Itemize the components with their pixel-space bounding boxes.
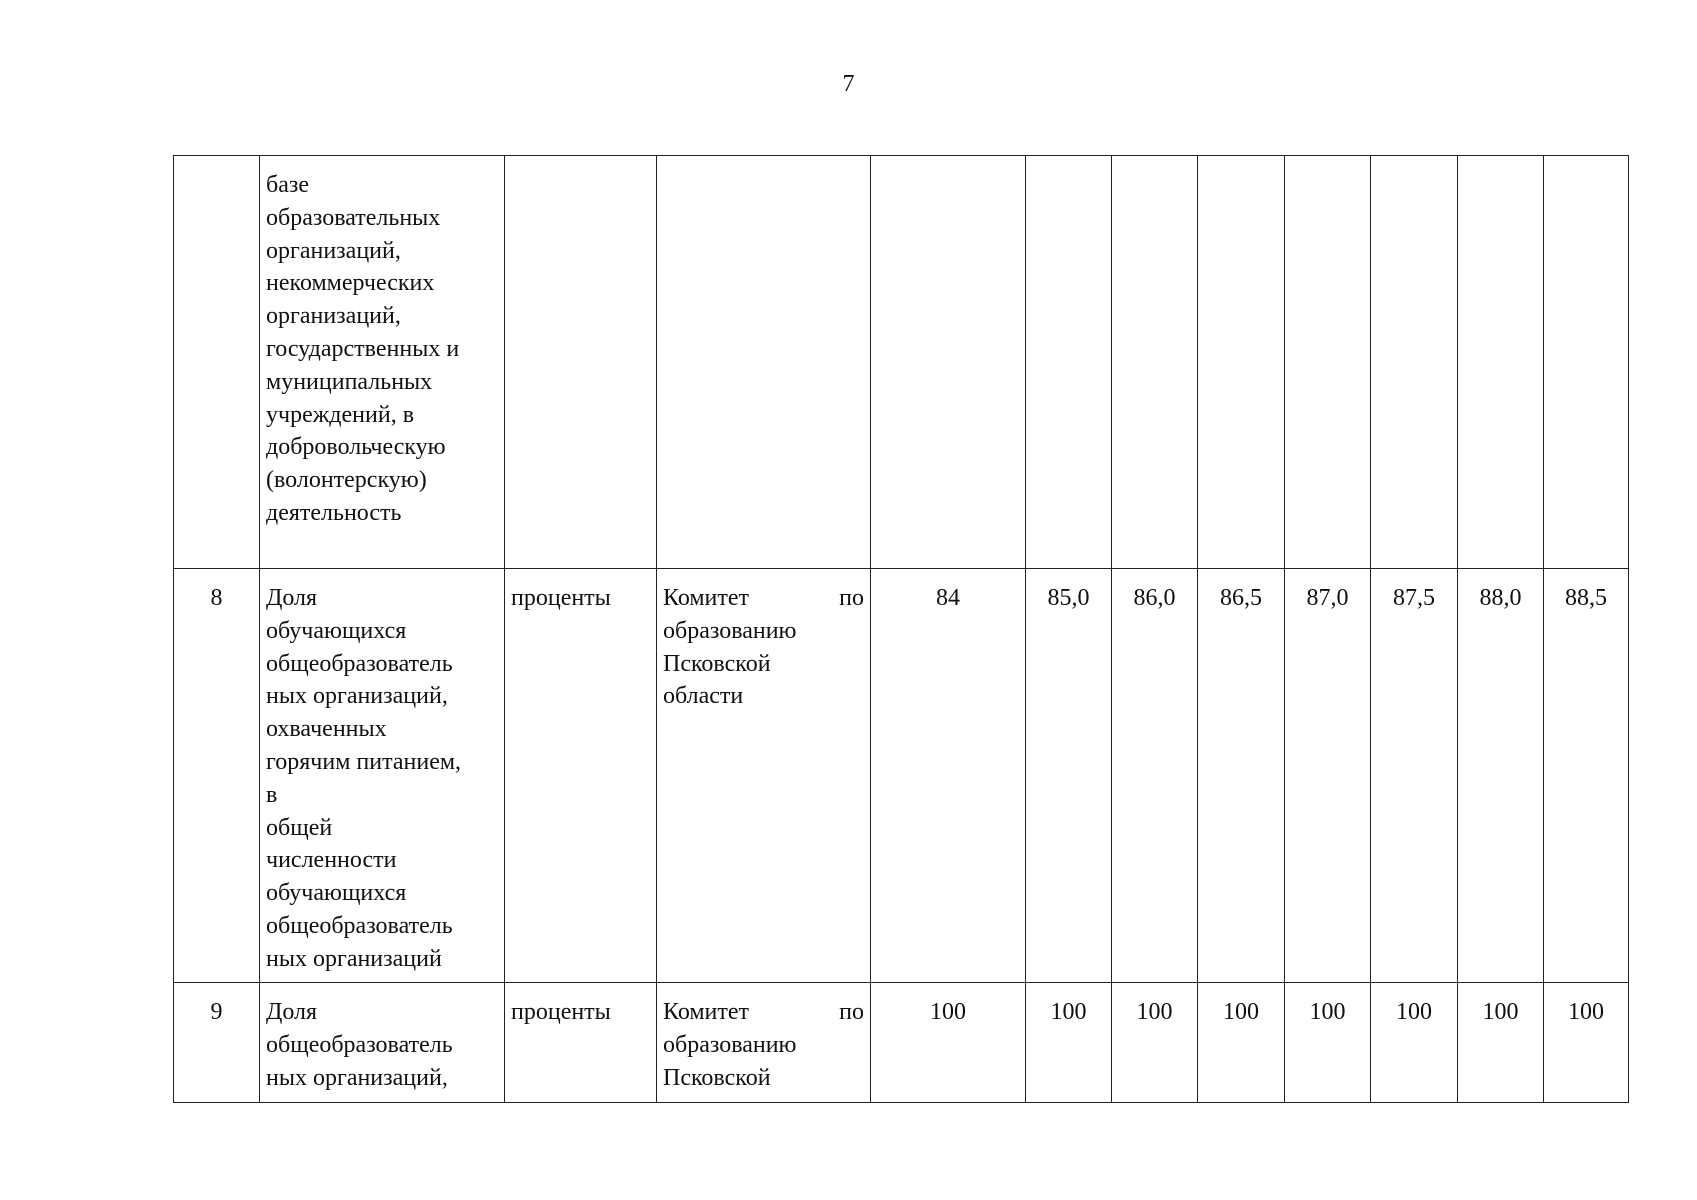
value-cell: 84	[871, 569, 1026, 983]
page-number: 7	[842, 71, 855, 97]
value-cell: 100	[1544, 983, 1629, 1103]
value-cell	[1112, 156, 1198, 569]
row-number: 8	[174, 569, 260, 983]
responsible-first-line	[663, 582, 864, 615]
value-cell	[1026, 156, 1112, 569]
indicator-name: Доля общеобразователь ных организаций,	[260, 983, 505, 1103]
value-cell	[1458, 156, 1544, 569]
value-cell: 100	[1198, 983, 1285, 1103]
row-number	[174, 156, 260, 569]
responsible-cell	[657, 983, 871, 1103]
value-cell: 85,0	[1026, 569, 1112, 983]
responsible-word: по	[839, 585, 864, 611]
value-cell: 100	[1458, 983, 1544, 1103]
responsible-rest: образованию Псковской области	[663, 617, 797, 710]
unit-cell: проценты	[505, 569, 657, 983]
table-row	[174, 569, 1629, 983]
responsible-rest: образованию Псковской	[663, 1031, 797, 1091]
value-cell: 100	[1285, 983, 1371, 1103]
responsible-word: Комитет	[663, 999, 750, 1025]
table-row	[174, 983, 1629, 1103]
unit-cell: проценты	[505, 983, 657, 1103]
unit-cell	[505, 156, 657, 569]
value-cell: 100	[1112, 983, 1198, 1103]
value-cell	[871, 156, 1026, 569]
indicators-table	[173, 155, 1629, 1103]
value-cell	[1544, 156, 1629, 569]
table-row	[174, 156, 1629, 569]
responsible-word: по	[839, 999, 864, 1025]
row-number: 9	[174, 983, 260, 1103]
value-cell: 100	[871, 983, 1026, 1103]
value-cell: 87,0	[1285, 569, 1371, 983]
value-cell: 100	[1026, 983, 1112, 1103]
responsible-cell	[657, 156, 871, 569]
responsible-cell	[657, 569, 871, 983]
value-cell	[1371, 156, 1458, 569]
value-cell	[1285, 156, 1371, 569]
indicator-name: базе образовательных организаций, некоммерческих организаций, государственных и муниципальных учреждений, в добровольческую (волонтерскую) деятельность	[260, 156, 505, 569]
indicator-name: Доля обучающихся общеобразователь ных организаций, охваченных горячим питанием, в общей численности обучающихся общеобразователь ных организаций	[260, 569, 505, 983]
value-cell: 86,0	[1112, 569, 1198, 983]
value-cell: 88,0	[1458, 569, 1544, 983]
value-cell: 88,5	[1544, 569, 1629, 983]
responsible-first-line	[663, 996, 864, 1029]
value-cell: 87,5	[1371, 569, 1458, 983]
value-cell: 100	[1371, 983, 1458, 1103]
value-cell	[1198, 156, 1285, 569]
value-cell: 86,5	[1198, 569, 1285, 983]
responsible-word: Комитет	[663, 585, 750, 611]
